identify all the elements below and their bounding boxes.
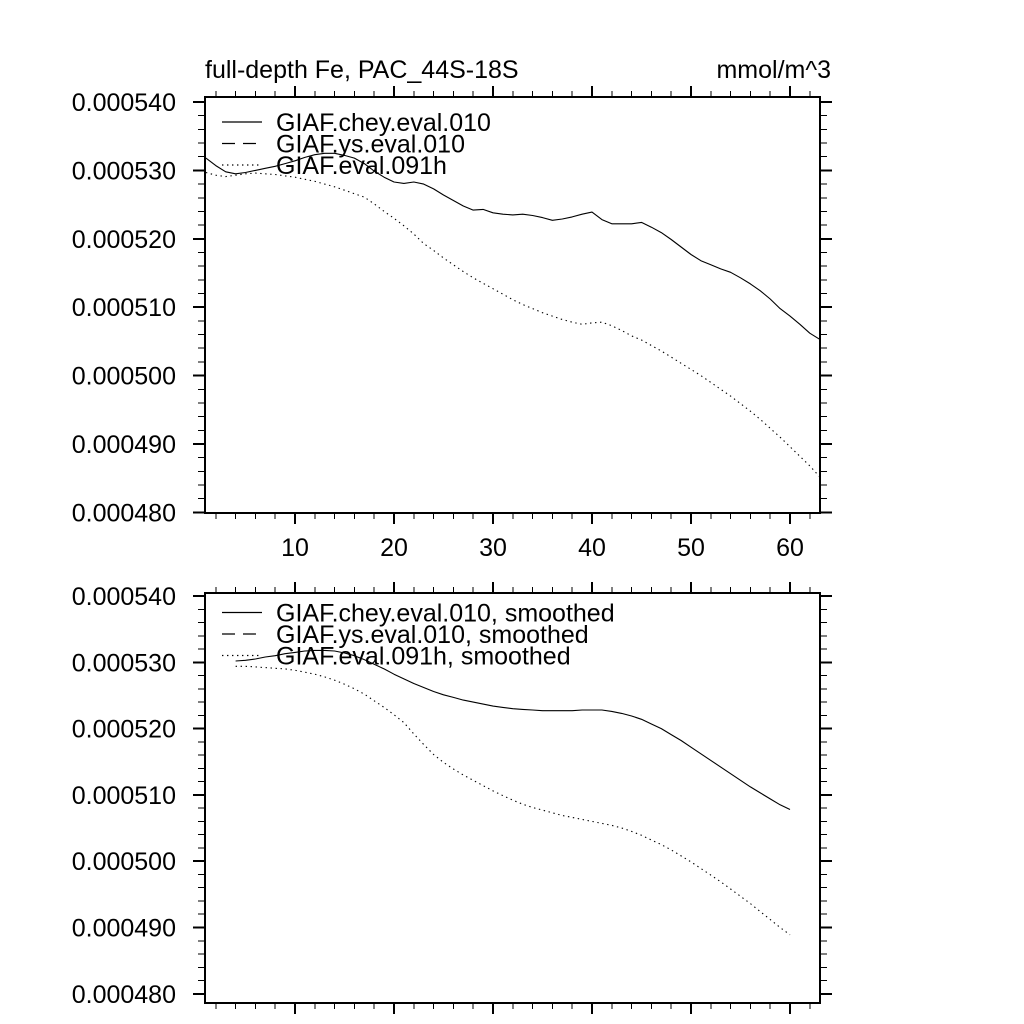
legend-label: GIAF.eval.091h — [276, 152, 447, 180]
y-tick-label: 0.000540 — [71, 89, 176, 117]
x-tick-label: 40 — [578, 534, 606, 562]
legend-label: GIAF.chey.eval.010 — [276, 109, 491, 137]
y-tick-label: 0.000530 — [71, 157, 176, 186]
series-line-solid-top — [206, 153, 820, 339]
series-line-solid-bottom — [236, 650, 790, 809]
series-line-dotted-top — [206, 173, 820, 477]
series-line-dotted-bottom — [236, 666, 790, 935]
x-tick-label: 20 — [380, 534, 408, 562]
y-tick-label: 0.000480 — [71, 499, 176, 528]
y-tick-label: 0.000480 — [71, 980, 176, 1009]
chart-title: full-depth Fe, PAC_44S-18S — [205, 56, 519, 84]
y-tick-label: 0.000540 — [71, 583, 176, 611]
x-tick-label: 60 — [776, 534, 804, 562]
y-tick-label: 0.000500 — [71, 362, 176, 391]
legend-label: GIAF.eval.091h, smoothed — [276, 642, 571, 671]
y-tick-label: 0.000520 — [71, 715, 176, 744]
y-tick-label: 0.000510 — [71, 781, 176, 810]
y-tick-label: 0.000520 — [71, 225, 176, 254]
y-tick-label: 0.000510 — [71, 294, 176, 323]
x-tick-label: 10 — [281, 534, 309, 562]
x-tick-label: 30 — [479, 534, 507, 562]
y-tick-label: 0.000530 — [71, 649, 176, 678]
legend-label: GIAF.chey.eval.010, smoothed — [276, 599, 615, 628]
legend-label: GIAF.ys.eval.010 — [276, 130, 465, 159]
chart-units-label: mmol/m^3 — [716, 56, 831, 84]
x-tick-label: 50 — [677, 534, 705, 562]
legend-label: GIAF.ys.eval.010, smoothed — [276, 621, 589, 649]
y-tick-label: 0.000490 — [71, 431, 176, 459]
y-tick-label: 0.000500 — [71, 848, 176, 877]
y-tick-label: 0.000490 — [71, 914, 176, 943]
